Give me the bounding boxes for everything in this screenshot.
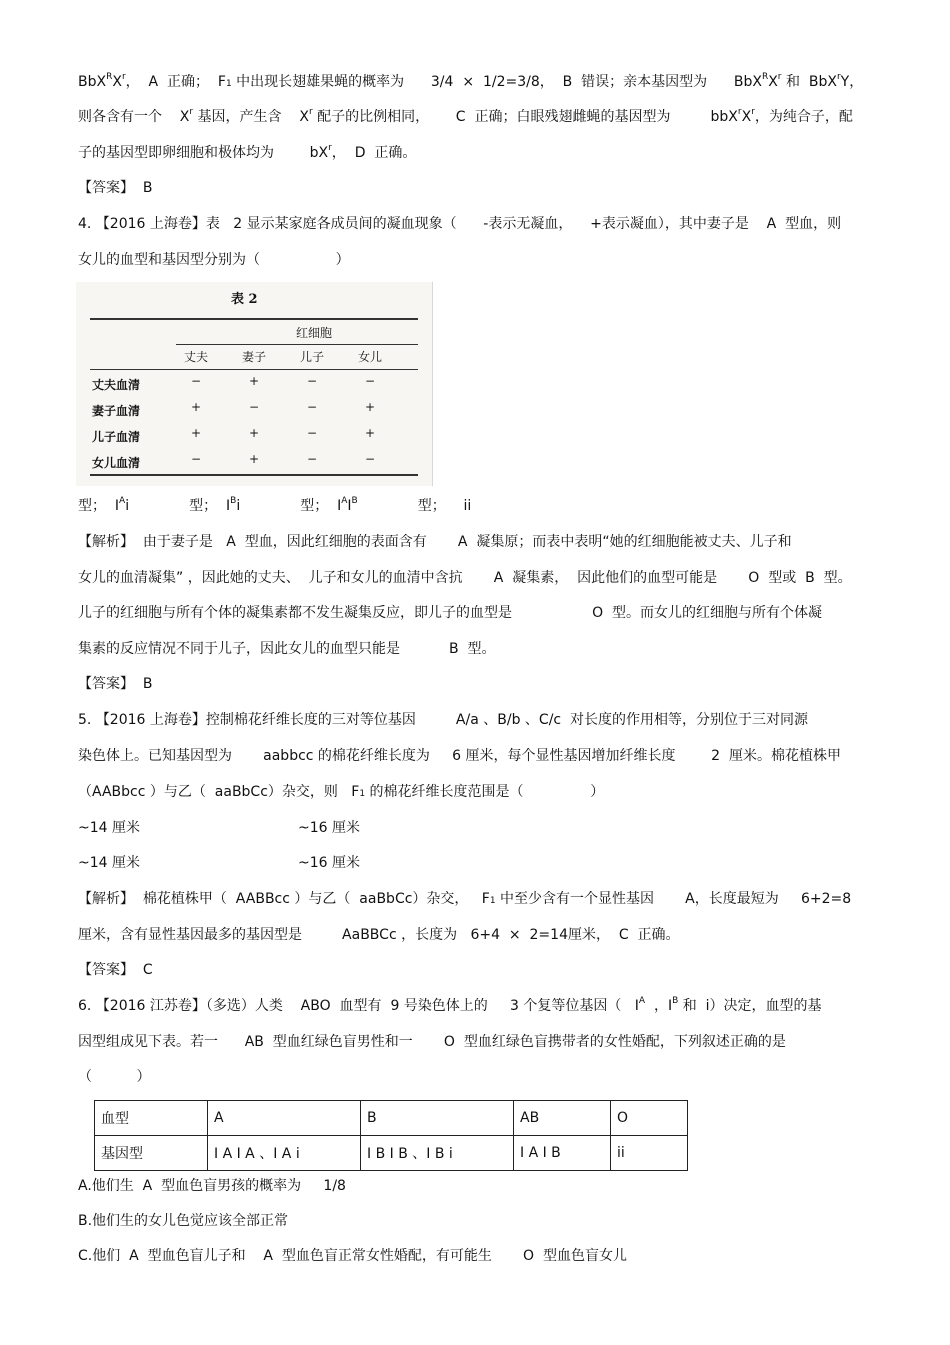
question-4-stem-2: 女儿的血型和基因型分别为（ ） xyxy=(78,252,350,268)
row-label: 儿子血清 xyxy=(92,430,141,444)
question-5-stem-3: （AABbcc ）与乙（ aaBbCc）杂交，则 F1 的棉花纤维长度范围是（ ） xyxy=(78,784,605,800)
answer-5: 【答案】 C xyxy=(78,962,153,978)
table-cell: + xyxy=(248,426,260,440)
table-cell: B xyxy=(361,1101,514,1136)
question-5-stem-2: 染色体上。已知基因型为 aabbcc 的棉花纤维长度为 6 厘米，每个显性基因增加纤维长度 2 厘米。棉花植株甲 xyxy=(78,748,841,764)
q4-analysis-2: 女儿的血清凝集” ，因此她的丈夫、 儿子和女儿的血清中含抗 A 凝集素， 因此他们的血型可能是 O 型或 B 型。 xyxy=(78,570,852,586)
q4-analysis-3: 儿子的红细胞与所有个体的凝集素都不发生凝集反应，即儿子的血型是 O 型。而女儿的红细胞与所有个体凝 xyxy=(78,605,823,621)
table-cell: I B I B 、I B i xyxy=(361,1136,514,1171)
col-header: 丈夫 xyxy=(183,350,208,364)
question-6-stem: 6. 【2016 江苏卷】（多选）人类 ABO 血型有 9 号染色体上的 3 个复等位基因（ $I^A$ ，$I^B$ 和 i）决定，血型的基 xyxy=(78,996,822,1014)
group-header: 红细胞 xyxy=(295,326,332,340)
table-cell: 血型 xyxy=(95,1101,208,1136)
top-rule xyxy=(90,318,418,320)
q5-option: ~14 厘米 xyxy=(78,820,140,836)
analysis-line-1: $BbX^RX^r$， A 正确； F1 中出现长翅雄果蝇的概率为 3/4 × 1/2=3/8， B 错误；亲本基因型为 $BbX^RX^r$ 和 BbX$^r$Y， xyxy=(78,72,864,90)
q5-option: ~16 厘米 xyxy=(298,820,360,836)
analysis-line-3: 子的基因型即卵细胞和极体均为 $bX^r$， D 正确。 xyxy=(78,143,417,161)
table-cell: − xyxy=(306,400,318,414)
table-caption: 表 2 xyxy=(231,292,258,307)
question-5-stem: 5. 【2016 上海卷】控制棉花纤维长度的三对等位基因 A/a 、B/b 、C/c 对长度的作用相等，分别位于三对同源 xyxy=(78,712,809,728)
table-cell: − xyxy=(190,374,202,388)
answer-3: 【答案】 B xyxy=(78,180,153,196)
table-row xyxy=(95,1101,688,1136)
table-cell: + xyxy=(190,426,202,440)
table-cell: − xyxy=(364,452,376,466)
table-cell: − xyxy=(190,452,202,466)
table-cell: 基因型 xyxy=(95,1136,208,1171)
table-2-image xyxy=(76,282,433,486)
row-label: 妻子血清 xyxy=(92,404,141,418)
table-cell: + xyxy=(364,400,376,414)
table-cell: − xyxy=(306,452,318,466)
q5-analysis-2: 厘米，含有显性基因最多的基因型是 AaBBCc ，长度为 6+4 × 2=14厘米， C 正确。 xyxy=(78,927,680,943)
table-cell: ii xyxy=(611,1136,688,1171)
table-cell: A xyxy=(208,1101,361,1136)
q5-option: ~14 厘米 xyxy=(78,855,140,871)
table-cell: − xyxy=(306,374,318,388)
question-6-stem-2: 因型组成见下表。若一 AB 型血红绿色盲男性和一 O 型血红绿色盲携带者的女性婚配，下列叙述正确的是 xyxy=(78,1034,786,1050)
table-cell: − xyxy=(306,426,318,440)
row-label: 女儿血清 xyxy=(92,456,141,470)
table-cell: + xyxy=(190,400,202,414)
question-6-stem-3: （ ） xyxy=(78,1069,151,1085)
table-row xyxy=(95,1136,688,1171)
answer-4: 【答案】 B xyxy=(78,676,153,692)
mid-rule xyxy=(176,344,418,345)
question-4-stem: 4. 【2016 上海卷】表 2 显示某家庭各成员间的凝血现象（ -表示无凝血， +表示凝血），其中妻子是 A 型血，则 xyxy=(78,216,842,232)
col-header: 妻子 xyxy=(241,350,266,364)
q5-option: ~16 厘米 xyxy=(298,855,360,871)
table-cell: I A I A 、I A i xyxy=(208,1136,361,1171)
analysis-line-2: 则各含有一个 $X^r$ 基因，产生含 $X^r$ 配子的比例相同， C 正确；白眼残翅雌蝇的基因型为 $bbX^rX^r$，为纯合子，配 xyxy=(78,107,853,125)
table-cell: + xyxy=(248,374,260,388)
row-label: 丈夫血清 xyxy=(92,378,141,392)
table-cell: AB xyxy=(514,1101,611,1136)
q4-analysis-1: 【解析】 由于妻子是 A 型血，因此红细胞的表面含有 A 凝集原；而表中表明“她的红细胞能被丈夫、儿子和 xyxy=(78,534,792,550)
bottom-rule xyxy=(90,474,418,476)
table-cell: − xyxy=(364,374,376,388)
q5-analysis-1: 【解析】 棉花植株甲（ AABBcc ）与乙（ aaBbCc）杂交， F1 中至少含有一个显性基因 A，长度最短为 6+2=8 xyxy=(78,891,852,907)
q4-analysis-4: 集素的反应情况不同于儿子，因此女儿的血型只能是 B 型。 xyxy=(78,641,496,657)
blood-type-table xyxy=(94,1100,688,1171)
col-header: 儿子 xyxy=(299,350,324,364)
question-4-options: 型； $I^Ai$ 型； $I^Bi$ 型； $I^AI^B$ 型； ii xyxy=(78,496,472,514)
table-cell: + xyxy=(364,426,376,440)
table-cell: O xyxy=(611,1101,688,1136)
header-rule xyxy=(90,369,418,370)
table-cell: I A I B xyxy=(514,1136,611,1171)
q6-option-b: B.他们生的女儿色觉应该全部正常 xyxy=(78,1213,289,1229)
q6-option-c: C.他们 A 型血色盲儿子和 A 型血色盲正常女性婚配，有可能生 O 型血色盲女儿 xyxy=(78,1248,627,1264)
q6-option-a: A.他们生 A 型血色盲男孩的概率为 1/8 xyxy=(78,1178,346,1194)
col-header: 女儿 xyxy=(357,350,382,364)
table-cell: + xyxy=(248,452,260,466)
table-cell: − xyxy=(248,400,260,414)
